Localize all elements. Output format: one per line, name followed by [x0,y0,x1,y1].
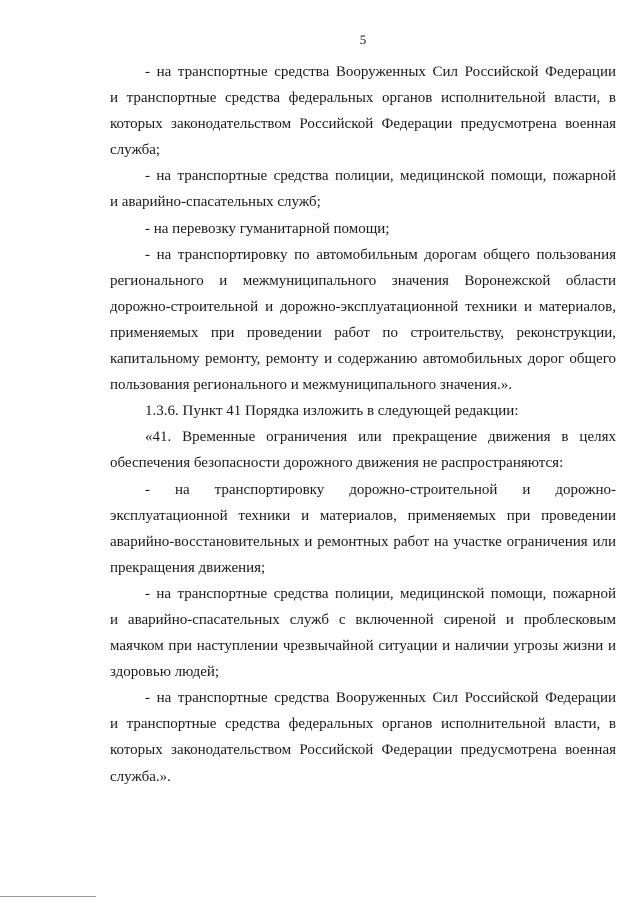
paragraph [110,685,616,789]
text-line: - на транспортные средства полиции, медицинской помощи, пожарной [145,585,616,602]
text-line: и аварийно-спасательных служб с включенной сиреной и проблесковым [110,611,616,628]
text-line: здоровью людей; [110,664,220,681]
text-line: которых законодательством Российской Федерации предусмотрена военная [110,116,616,133]
paragraph [110,59,616,163]
text-line: и транспортные средства федеральных органов исполнительной власти, в [110,90,616,107]
paragraph [110,163,616,215]
paragraph [110,477,616,581]
document-body [110,59,616,790]
text-line: - на транспортные средства Вооруженных Сил Российской Федерации [145,690,616,707]
text-line: 1.3.6. Пункт 41 Порядка изложить в следующей редакции: [145,403,519,420]
text-line: - на транспортные средства полиции, медицинской помощи, пожарной [145,168,616,185]
text-line: обеспечения безопасности дорожного движения не распространяются: [110,455,564,472]
paragraph [110,581,616,685]
text-line: пользования регионального и межмуниципального значения.». [110,377,513,394]
paragraph [110,216,616,242]
text-line: аварийно-восстановительных и ремонтных работ на участке ограничения или [110,533,616,550]
text-line: применяемых при проведении работ по строительству, реконструкции, [110,324,616,341]
page-number: 5 [359,32,367,47]
text-line: дорожно-строительной и дорожно-эксплуатационной техники и материалов, [110,298,616,315]
text-line: капитальному ремонту, ремонту и содержанию автомобильных дорог общего [110,351,616,368]
text-line: - на транспортировку по автомобильным дорогам общего пользования [145,246,616,263]
paragraph [110,242,616,399]
text-line: и аварийно-спасательных служб; [110,194,321,211]
footer-rule [0,896,96,897]
text-line: «41. Временные ограничения или прекращение движения в целях [145,429,616,446]
paragraph [110,398,616,424]
text-line: регионального и межмуниципального значения Воронежской области [110,272,616,289]
text-line: служба.». [110,768,171,785]
text-line: - на транспортные средства Вооруженных Сил Российской Федерации [145,64,616,80]
text-line: которых законодательством Российской Федерации предусмотрена военная [110,742,616,759]
text-line: прекращения движения; [110,559,266,576]
text-line: эксплуатационной техники и материалов, применяемых при проведении [110,507,616,524]
text-line: - на транспортировку дорожно-строительной и дорожно- [145,481,616,498]
text-line: и транспортные средства федеральных органов исполнительной власти, в [110,716,616,733]
paragraph [110,424,616,476]
text-line: - на перевозку гуманитарной помощи; [145,220,390,237]
text-line: маячком при наступлении чрезвычайной ситуации и наличии угрозы жизни и [110,638,616,655]
text-line: служба; [110,142,161,159]
